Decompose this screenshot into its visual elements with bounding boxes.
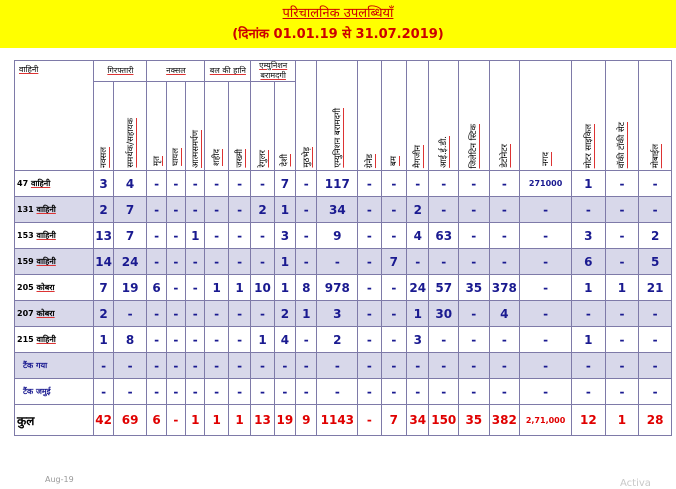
col-head: ग्रेनेड: [358, 61, 381, 171]
table-cell: -: [605, 223, 639, 249]
table-cell: 117: [317, 171, 358, 197]
table-cell: -: [429, 249, 459, 275]
total-cell: 28: [639, 405, 672, 436]
table-cell: 7: [113, 197, 147, 223]
table-cell: -: [429, 379, 459, 405]
table-cell: -: [459, 249, 490, 275]
page-title: परिचालनिक उपलब्धियाँ: [282, 6, 394, 21]
col-head: शहीद: [205, 82, 228, 171]
table-cell: 57: [429, 275, 459, 301]
unit-name: वाहिनी: [36, 231, 56, 240]
col-head: मुठभेड़: [296, 61, 317, 171]
table-cell: -: [381, 275, 406, 301]
total-cell: 7: [381, 405, 406, 436]
table-cell: 10: [251, 275, 274, 301]
table-cell: -: [274, 379, 295, 405]
total-cell: 150: [429, 405, 459, 436]
row-label: [15, 379, 94, 405]
table-cell: 1: [572, 171, 606, 197]
table-cell: -: [274, 353, 295, 379]
table-cell: -: [296, 327, 317, 353]
table-cell: -: [186, 379, 205, 405]
table-cell: -: [358, 301, 381, 327]
table-cell: -: [94, 353, 113, 379]
table-cell: -: [186, 249, 205, 275]
table-cell: -: [572, 301, 606, 327]
col-head: मैगजीन: [407, 61, 429, 171]
total-row: [15, 405, 672, 436]
achievements-table: [14, 60, 672, 436]
unit-name: कोबरा: [36, 309, 55, 318]
table-cell: -: [407, 249, 429, 275]
unit-number: 153: [17, 231, 34, 240]
table-cell: -: [605, 249, 639, 275]
table-row: [15, 223, 672, 249]
table-cell: 1: [251, 327, 274, 353]
table-cell: -: [166, 249, 185, 275]
table-cell: 19: [113, 275, 147, 301]
col-head: एम्युनिशन बरामदगी: [317, 61, 358, 171]
table-cell: -: [605, 171, 639, 197]
unit-name: वाहिनी: [36, 205, 56, 214]
table-cell: -: [381, 197, 406, 223]
table-cell: -: [358, 197, 381, 223]
table-cell: -: [228, 223, 250, 249]
table-cell: -: [166, 327, 185, 353]
table-cell: -: [317, 379, 358, 405]
footer-date: Aug-19: [45, 475, 74, 484]
table-cell: 1: [94, 327, 113, 353]
table-cell: -: [459, 327, 490, 353]
table-cell: -: [205, 379, 228, 405]
table-cell: -: [381, 379, 406, 405]
table-cell: 63: [429, 223, 459, 249]
table-cell: 6: [147, 275, 166, 301]
table-cell: -: [228, 353, 250, 379]
table-cell: -: [166, 197, 185, 223]
table-cell: -: [358, 327, 381, 353]
col-head: रेगुलर: [251, 82, 274, 171]
col-head: आई.ई.डी.: [429, 61, 459, 171]
table-cell: 34: [317, 197, 358, 223]
table-cell: -: [407, 171, 429, 197]
unit-name: वाहिनी: [36, 335, 56, 344]
table-cell: -: [166, 223, 185, 249]
table-cell: -: [166, 379, 185, 405]
table-cell: -: [147, 223, 166, 249]
table-cell: 21: [639, 275, 672, 301]
table-cell: -: [228, 197, 250, 223]
table-cell: -: [296, 249, 317, 275]
table-cell: -: [429, 171, 459, 197]
total-cell: 2,71,000: [520, 405, 572, 436]
col-group-ammo-recovery: एम्युनिशन बरामदगी: [251, 61, 296, 82]
total-cell: -: [358, 405, 381, 436]
table-cell: -: [228, 249, 250, 275]
total-cell: 1: [605, 405, 639, 436]
row-label: [15, 301, 94, 327]
table-cell: 7: [94, 275, 113, 301]
col-head: मोटर साइकिल: [572, 61, 606, 171]
table-cell: -: [520, 379, 572, 405]
table-cell: 378: [489, 275, 520, 301]
table-cell: -: [228, 327, 250, 353]
table-cell: -: [147, 249, 166, 275]
table-cell: -: [520, 197, 572, 223]
table-cell: -: [296, 223, 317, 249]
table-row: [15, 327, 672, 353]
table-cell: -: [639, 353, 672, 379]
table-cell: -: [407, 353, 429, 379]
table-cell: -: [147, 379, 166, 405]
table-cell: -: [605, 379, 639, 405]
total-cell: 13: [251, 405, 274, 436]
row-label: [15, 275, 94, 301]
table-cell: -: [605, 197, 639, 223]
table-cell: -: [639, 301, 672, 327]
table-cell: 7: [381, 249, 406, 275]
table-cell: 3: [572, 223, 606, 249]
table-cell: -: [296, 353, 317, 379]
table-cell: -: [228, 301, 250, 327]
table-cell: 2: [407, 197, 429, 223]
table-cell: 4: [113, 171, 147, 197]
table-cell: 4: [274, 327, 295, 353]
watermark: Activa: [620, 478, 651, 489]
unit-name: वाहिनी: [30, 179, 51, 188]
table-cell: 2: [94, 301, 113, 327]
table-cell: -: [166, 301, 185, 327]
table-cell: -: [251, 379, 274, 405]
col-head: घायल: [166, 82, 185, 171]
table-cell: -: [251, 171, 274, 197]
unit-name: टैंक गया: [23, 361, 48, 370]
table-cell: 6: [572, 249, 606, 275]
table-cell: 9: [317, 223, 358, 249]
table-cell: -: [166, 171, 185, 197]
table-cell: -: [459, 197, 490, 223]
col-head: नगद: [520, 61, 572, 171]
table-cell: -: [358, 379, 381, 405]
col-head: आत्मसमर्पण: [186, 82, 205, 171]
unit-name: वाहिनी: [36, 257, 56, 266]
table-cell: -: [605, 301, 639, 327]
table-cell: 2: [639, 223, 672, 249]
total-cell: 35: [459, 405, 490, 436]
col-head: जख्मी: [228, 82, 250, 171]
table-cell: -: [381, 327, 406, 353]
table-cell: -: [489, 379, 520, 405]
table-cell: -: [205, 327, 228, 353]
total-cell: 42: [94, 405, 113, 436]
table-cell: 7: [113, 223, 147, 249]
table-cell: -: [94, 379, 113, 405]
table-cell: 4: [407, 223, 429, 249]
col-head: वॉकी टॉकी सेट: [605, 61, 639, 171]
col-group-force-loss: बल की हानि: [205, 61, 251, 82]
table-cell: -: [205, 353, 228, 379]
row-label: [15, 197, 94, 223]
table-cell: -: [572, 379, 606, 405]
unit-number: 205: [17, 283, 34, 292]
table-cell: -: [520, 223, 572, 249]
table-cell: 14: [94, 249, 113, 275]
total-cell: 19: [274, 405, 295, 436]
table-cell: -: [186, 275, 205, 301]
table-cell: -: [605, 353, 639, 379]
table-cell: -: [147, 353, 166, 379]
table-cell: -: [489, 327, 520, 353]
table-cell: -: [358, 353, 381, 379]
table-cell: -: [459, 301, 490, 327]
table-cell: -: [429, 327, 459, 353]
table-cell: -: [459, 171, 490, 197]
title-banner: [0, 0, 676, 48]
table-cell: -: [205, 197, 228, 223]
table-cell: -: [381, 171, 406, 197]
table-cell: 2: [274, 301, 295, 327]
table-cell: 13: [94, 223, 113, 249]
table-cell: -: [296, 171, 317, 197]
table-cell: 1: [205, 275, 228, 301]
table-cell: -: [186, 327, 205, 353]
unit-number: 215: [17, 335, 34, 344]
total-cell: 1: [186, 405, 205, 436]
col-group-arrest: गिरफ्तारी: [94, 61, 147, 82]
unit-name: कोबरा: [36, 283, 55, 292]
table-cell: -: [381, 353, 406, 379]
table-cell: -: [639, 327, 672, 353]
table-cell: -: [381, 223, 406, 249]
total-cell: 382: [489, 405, 520, 436]
table-cell: 5: [639, 249, 672, 275]
total-cell: 69: [113, 405, 147, 436]
col-head: नक्सल: [94, 82, 113, 171]
col-group-naxal: नक्सल: [147, 61, 205, 82]
table-cell: 1: [228, 275, 250, 301]
table-row: [15, 197, 672, 223]
table-cell: 1: [274, 197, 295, 223]
table-cell: -: [317, 353, 358, 379]
table-cell: 35: [459, 275, 490, 301]
total-cell: 34: [407, 405, 429, 436]
table-cell: -: [166, 275, 185, 301]
table-cell: -: [228, 171, 250, 197]
unit-number: 47: [17, 179, 29, 188]
table-cell: -: [520, 353, 572, 379]
total-cell: 6: [147, 405, 166, 436]
row-label: [15, 223, 94, 249]
table-cell: 4: [489, 301, 520, 327]
table-cell: -: [489, 249, 520, 275]
row-label: [15, 171, 94, 197]
table-cell: 1: [296, 301, 317, 327]
row-label: [15, 353, 94, 379]
table-cell: 1: [605, 275, 639, 301]
col-head: जिलेटिन स्टिक: [459, 61, 490, 171]
table-row: [15, 249, 672, 275]
row-label: [15, 327, 94, 353]
table-cell: 24: [113, 249, 147, 275]
table-cell: -: [358, 223, 381, 249]
table-cell: -: [520, 249, 572, 275]
table-cell: 1: [407, 301, 429, 327]
table-cell: -: [407, 379, 429, 405]
table-cell: 8: [296, 275, 317, 301]
table-cell: -: [166, 353, 185, 379]
table-cell: -: [251, 353, 274, 379]
table-cell: 3: [407, 327, 429, 353]
col-head: देशी: [274, 82, 295, 171]
table-cell: 978: [317, 275, 358, 301]
table-cell: -: [489, 223, 520, 249]
table-cell: -: [205, 223, 228, 249]
table-cell: -: [459, 353, 490, 379]
total-cell: 1143: [317, 405, 358, 436]
table-cell: -: [489, 353, 520, 379]
total-cell: 9: [296, 405, 317, 436]
table-cell: -: [205, 171, 228, 197]
table-cell: -: [296, 197, 317, 223]
unit-number: 207: [17, 309, 34, 318]
table-cell: 30: [429, 301, 459, 327]
table-cell: -: [251, 301, 274, 327]
table-cell: -: [459, 223, 490, 249]
table-cell: -: [251, 249, 274, 275]
table-cell: -: [228, 379, 250, 405]
col-head-unit: वाहिनी: [15, 61, 94, 171]
table-cell: 3: [317, 301, 358, 327]
table-cell: 3: [94, 171, 113, 197]
table-cell: 2: [94, 197, 113, 223]
table-cell: -: [489, 171, 520, 197]
table-row: [15, 379, 672, 405]
table-cell: 1: [186, 223, 205, 249]
table-cell: 2: [251, 197, 274, 223]
table-cell: -: [147, 327, 166, 353]
col-head: डेटोनेटर: [489, 61, 520, 171]
table-cell: -: [186, 171, 205, 197]
table-cell: -: [147, 171, 166, 197]
table-cell: 24: [407, 275, 429, 301]
table-cell: -: [317, 249, 358, 275]
table-cell: -: [639, 197, 672, 223]
col-head: मृत: [147, 82, 166, 171]
table-cell: -: [639, 171, 672, 197]
row-label: [15, 249, 94, 275]
table-cell: 1: [572, 275, 606, 301]
table-cell: -: [147, 301, 166, 327]
table-cell: -: [572, 353, 606, 379]
table-cell: -: [205, 249, 228, 275]
table-cell: 1: [274, 275, 295, 301]
table-cell: 271000: [520, 171, 572, 197]
table-cell: -: [605, 327, 639, 353]
table-cell: 8: [113, 327, 147, 353]
table-row: [15, 353, 672, 379]
table-cell: -: [489, 197, 520, 223]
header-row-groups: [15, 61, 672, 82]
table-cell: -: [147, 197, 166, 223]
table-row: [15, 171, 672, 197]
table-cell: 2: [317, 327, 358, 353]
table-cell: -: [429, 197, 459, 223]
table-cell: -: [205, 301, 228, 327]
total-cell: 1: [228, 405, 250, 436]
table-row: [15, 275, 672, 301]
col-head: बम: [381, 61, 406, 171]
table-cell: -: [113, 353, 147, 379]
table-cell: 3: [274, 223, 295, 249]
table-cell: -: [572, 197, 606, 223]
table-cell: 7: [274, 171, 295, 197]
table-cell: -: [639, 379, 672, 405]
unit-number: 131: [17, 205, 34, 214]
table-cell: 1: [274, 249, 295, 275]
table-cell: -: [113, 379, 147, 405]
table-cell: -: [520, 275, 572, 301]
total-cell: -: [166, 405, 185, 436]
table-cell: -: [459, 379, 490, 405]
col-head: समर्थक/सहायक: [113, 82, 147, 171]
total-label: कुल: [15, 405, 94, 436]
table-cell: -: [358, 249, 381, 275]
total-cell: 12: [572, 405, 606, 436]
table-cell: -: [186, 197, 205, 223]
table-cell: -: [520, 301, 572, 327]
table-cell: -: [520, 327, 572, 353]
table-cell: -: [251, 223, 274, 249]
page-subtitle: (दिनांक 01.01.19 से 31.07.2019): [232, 27, 444, 42]
table-cell: -: [186, 353, 205, 379]
table-cell: -: [429, 353, 459, 379]
table-row: [15, 301, 672, 327]
unit-number: 159: [17, 257, 34, 266]
table-cell: 1: [572, 327, 606, 353]
table-cell: -: [358, 275, 381, 301]
table-cell: -: [296, 379, 317, 405]
unit-name: टैंक जमुई: [23, 387, 51, 396]
table-cell: -: [186, 301, 205, 327]
table-cell: -: [381, 301, 406, 327]
total-cell: 1: [205, 405, 228, 436]
table-cell: -: [358, 171, 381, 197]
table-cell: -: [113, 301, 147, 327]
col-head: मोबाईल: [639, 61, 672, 171]
